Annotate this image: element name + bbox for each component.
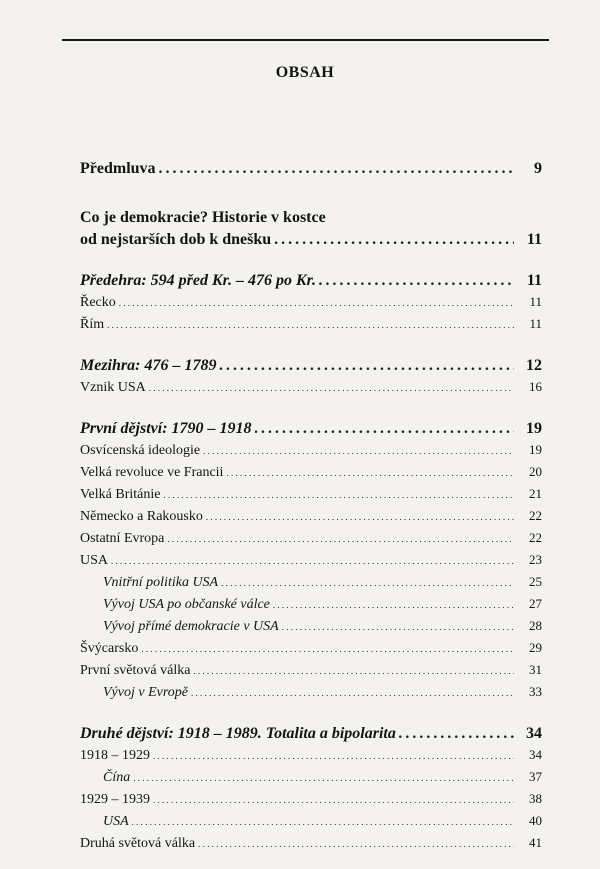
top-rule (62, 39, 549, 41)
toc-entry-title: Velká revoluce ve Francii (80, 465, 224, 480)
page-title: OBSAH (275, 64, 335, 81)
toc-entry-title: Čína (103, 770, 131, 785)
toc-entry-page: 11 (526, 231, 542, 248)
toc-entry-title: Ostatní Evropa (80, 531, 165, 546)
toc-entry-title: Velká Británie (80, 487, 161, 502)
toc-subentry[interactable] (80, 442, 542, 464)
toc-entry-page: 25 (529, 574, 542, 589)
dot-leader (132, 817, 514, 827)
toc-entry-title: Řím (80, 317, 105, 332)
toc-entry-co-je-demokracie[interactable] (80, 209, 542, 253)
toc-entry-page: 22 (529, 508, 542, 523)
dot-leader (273, 600, 514, 610)
toc-entry-page: 40 (529, 813, 542, 828)
toc-subentry[interactable] (80, 662, 542, 684)
toc-entry-page: 12 (526, 357, 542, 374)
toc-entry-page: 11 (529, 294, 542, 309)
toc-entry-page: 33 (529, 684, 542, 699)
toc-subentry[interactable] (80, 791, 542, 813)
toc-entry-title: Předmluva (80, 160, 156, 177)
toc-entry-prvni-dejstvi[interactable] (80, 420, 542, 442)
toc-entry-title: Vývoj USA po občanské válce (103, 597, 270, 612)
toc-entry-page: 9 (534, 160, 542, 177)
dot-leader (219, 357, 514, 375)
toc-subsubentry[interactable] (80, 684, 542, 706)
toc-entry-druhe-dejstvi[interactable] (80, 725, 542, 747)
dot-leader (282, 622, 514, 632)
toc-entry-page: 29 (529, 640, 542, 655)
toc-entry-page: 37 (529, 769, 542, 784)
toc-subentry[interactable] (80, 530, 542, 552)
toc-entry-title: Vnitřní politika USA (103, 575, 219, 590)
toc-entry-title: 1918 – 1929 (80, 748, 150, 763)
toc-entry-page: 41 (529, 835, 542, 850)
toc-entry-title: Druhé dějství: 1918 – 1989. Totalita a bipolarita (80, 725, 396, 742)
toc-entry-page: 38 (529, 791, 542, 806)
toc-entry-page: 11 (529, 316, 542, 331)
dot-leader (319, 272, 514, 290)
toc-entry-title: První světová válka (80, 663, 191, 678)
toc-subentry[interactable] (80, 747, 542, 769)
toc-entry-page: 19 (529, 442, 542, 457)
toc-subentry-vznik-usa[interactable] (80, 379, 542, 401)
toc-entry-page: 34 (529, 747, 542, 762)
dot-leader (221, 578, 514, 588)
toc-entry-title: Švýcarsko (80, 641, 139, 656)
toc-subentry-rim[interactable] (80, 316, 542, 338)
toc-entry-page: 16 (529, 379, 542, 394)
toc-entry-title: Druhá světová válka (80, 836, 196, 851)
toc-entry-page: 27 (529, 596, 542, 611)
toc-entry-title-line1: Co je demokracie? Historie v kostce (80, 209, 326, 226)
toc-subentry[interactable] (80, 508, 542, 530)
toc-entry-page: 34 (526, 725, 542, 742)
toc-entry-page: 21 (529, 486, 542, 501)
toc-entry-title-line2: od nejstarších dob k dnešku (80, 231, 272, 248)
toc-entry-page: 31 (529, 662, 542, 677)
dot-leader (153, 795, 514, 805)
toc-subentry[interactable] (80, 640, 542, 662)
dot-leader (119, 298, 514, 308)
toc-entry-title: Vývoj přímé demokracie v USA (103, 619, 279, 634)
toc-subsubentry[interactable] (80, 769, 542, 791)
toc-entry-page: 28 (529, 618, 542, 633)
toc-entry-title: Německo a Rakousko (80, 509, 203, 524)
dot-leader (167, 534, 514, 544)
dot-leader (193, 666, 514, 676)
dot-leader (191, 688, 514, 698)
table-of-contents (80, 160, 542, 857)
dot-leader (133, 773, 514, 783)
toc-entry-mezihra[interactable] (80, 357, 542, 379)
dot-leader (163, 490, 514, 500)
dot-leader (107, 320, 514, 330)
toc-subentry[interactable] (80, 835, 542, 857)
toc-entry-title: Řecko (80, 295, 116, 310)
dot-leader (153, 751, 514, 761)
toc-entry-title: Osvícenská ideologie (80, 443, 201, 458)
toc-entry-page: 11 (526, 272, 542, 289)
toc-subsubentry[interactable] (80, 574, 542, 596)
toc-subentry[interactable] (80, 486, 542, 508)
dot-leader (399, 725, 514, 743)
toc-entry-title: USA (80, 553, 109, 568)
dot-leader (255, 420, 514, 438)
dot-leader (274, 231, 514, 249)
toc-subsubentry[interactable] (80, 596, 542, 618)
toc-entry-predmluva[interactable] (80, 160, 542, 182)
toc-subsubentry[interactable] (80, 618, 542, 640)
dot-leader (206, 512, 514, 522)
toc-entry-title: Vývoj v Evropě (103, 685, 188, 700)
toc-subentry[interactable] (80, 552, 542, 574)
toc-entry-predehra[interactable] (80, 272, 542, 294)
dot-leader (203, 446, 514, 456)
toc-entry-page: 22 (529, 530, 542, 545)
dot-leader (226, 468, 514, 478)
toc-entry-page: 20 (529, 464, 542, 479)
toc-entry-title: Vznik USA (80, 380, 146, 395)
toc-entry-title: Mezihra: 476 – 1789 (80, 357, 217, 374)
toc-entry-page: 19 (526, 420, 542, 437)
toc-entry-title: Předehra: 594 před Kr. – 476 po Kr. (80, 272, 317, 289)
toc-subentry-recko[interactable] (80, 294, 542, 316)
toc-entry-title: První dějství: 1790 – 1918 (80, 420, 252, 437)
dot-leader (159, 160, 514, 178)
toc-entry-title: USA (103, 814, 129, 829)
dot-leader (111, 556, 514, 566)
dot-leader (149, 383, 514, 393)
dot-leader (141, 644, 514, 654)
dot-leader (198, 839, 514, 849)
toc-subentry[interactable] (80, 464, 542, 486)
toc-entry-page: 23 (529, 552, 542, 567)
toc-subsubentry[interactable] (80, 813, 542, 835)
toc-entry-title: 1929 – 1939 (80, 792, 150, 807)
